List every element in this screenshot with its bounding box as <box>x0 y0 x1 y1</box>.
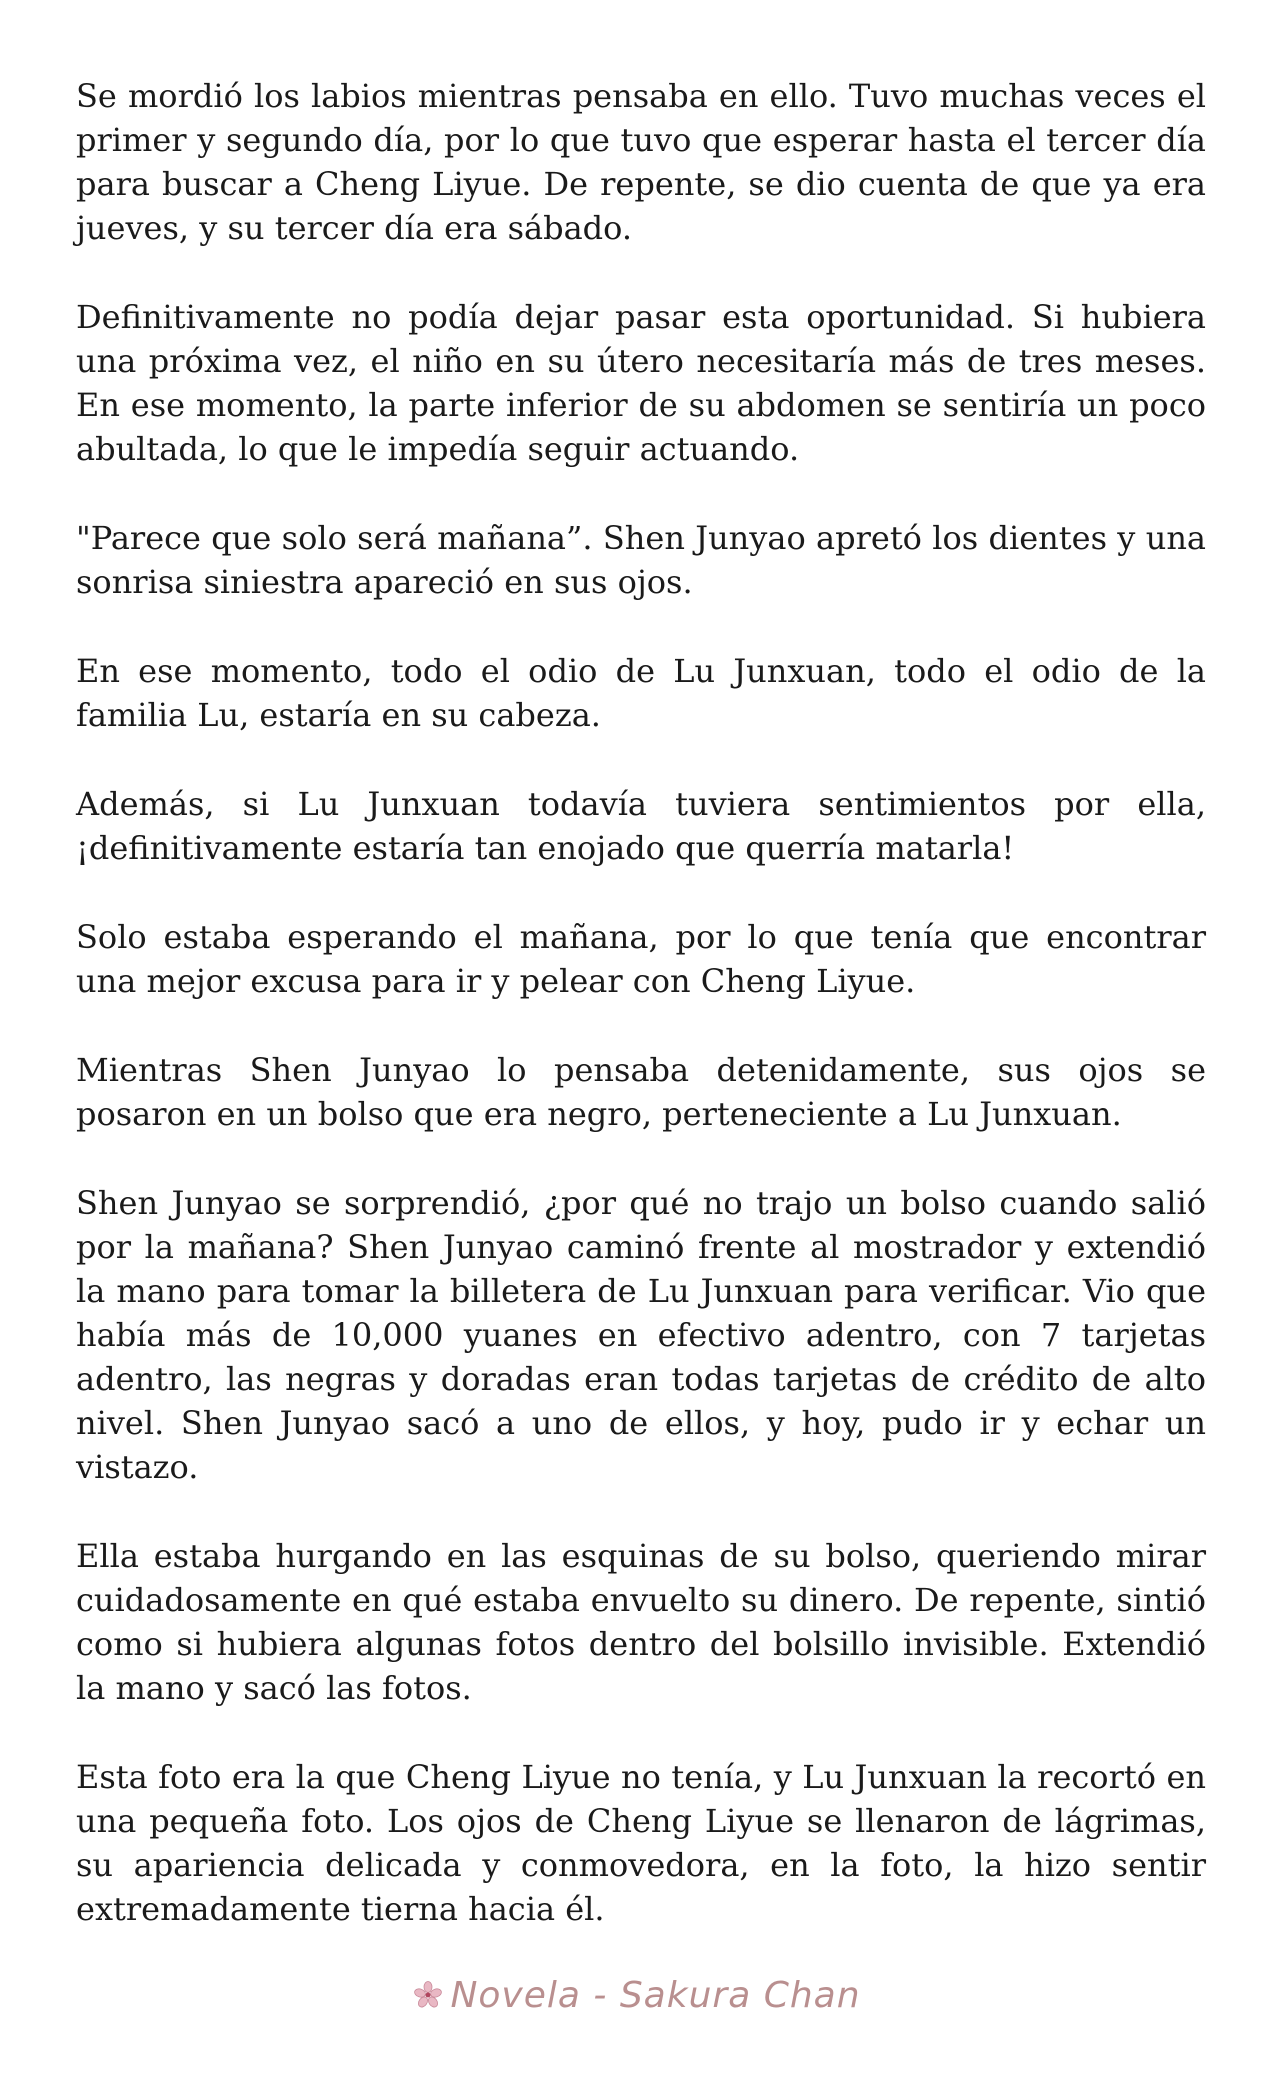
paragraph-4: En ese momento, todo el odio de Lu Junxuan, todo el odio de la familia Lu, estaría en su cabeza. <box>76 652 1206 734</box>
paragraph-1: Se mordió los labios mientras pensaba en ello. Tuvo muchas veces el primer y segundo día, por lo que tuvo que esperar hasta el tercer día para buscar a Cheng Liyue. De repente, se dio cuenta de que ya era jueves, y su tercer día era sábado. <box>76 77 1206 247</box>
watermark-text: Novela - Sakura Chan <box>450 1975 861 2016</box>
paragraph-7: Mientras Shen Junyao lo pensaba detenidamente, sus ojos se posaron en un bolso que era negro, perteneciente a Lu Junxuan. <box>76 1051 1206 1133</box>
paragraph-6: Solo estaba esperando el mañana, por lo que tenía que encontrar una mejor excusa para ir y pelear con Cheng Liyue. <box>76 918 1206 1000</box>
watermark <box>0 1975 1275 2016</box>
paragraph-2: Definitivamente no podía dejar pasar esta oportunidad. Si hubiera una próxima vez, el niño en su útero necesitaría más de tres meses. En ese momento, la parte inferior de su abdomen se sentiría un poco abultada, lo que le impedía seguir actuando. <box>76 298 1206 468</box>
paragraph-9: Ella estaba hurgando en las esquinas de su bolso, queriendo mirar cuidadosamente en qué estaba envuelto su dinero. De repente, sintió como si hubiera algunas fotos dentro del bolsillo invisible. Extendió la mano y sacó las fotos. <box>76 1537 1206 1707</box>
paragraph-3: "Parece que solo será mañana”. Shen Junyao apretó los dientes y una sonrisa siniestra apareció en sus ojos. <box>76 519 1206 601</box>
paragraph-8: Shen Junyao se sorprendió, ¿por qué no trajo un bolso cuando salió por la mañana? Shen Junyao caminó frente al mostrador y extendió la mano para tomar la billetera de Lu Junxuan para verificar. Vio que había más de 10,000 yuanes en efectivo adentro, con 7 tarjetas adentro, las negras y doradas eran todas tarjetas de crédito de alto nivel. Shen Junyao sacó a uno de ellos, y hoy, pudo ir y echar un vistazo. <box>76 1184 1206 1486</box>
document-body <box>76 74 1206 1976</box>
paragraph-10: Esta foto era la que Cheng Liyue no tenía, y Lu Junxuan la recortó en una pequeña foto. Los ojos de Cheng Liyue se llenaron de lágrimas, su apariencia delicada y conmovedora, en la foto, la hizo sentir extremadamente tierna hacia él. <box>76 1758 1206 1928</box>
sakura-flower-icon <box>414 1977 442 2005</box>
paragraph-5: Además, si Lu Junxuan todavía tuviera sentimientos por ella, ¡definitivamente estaría tan enojado que querría matarla! <box>76 785 1206 867</box>
